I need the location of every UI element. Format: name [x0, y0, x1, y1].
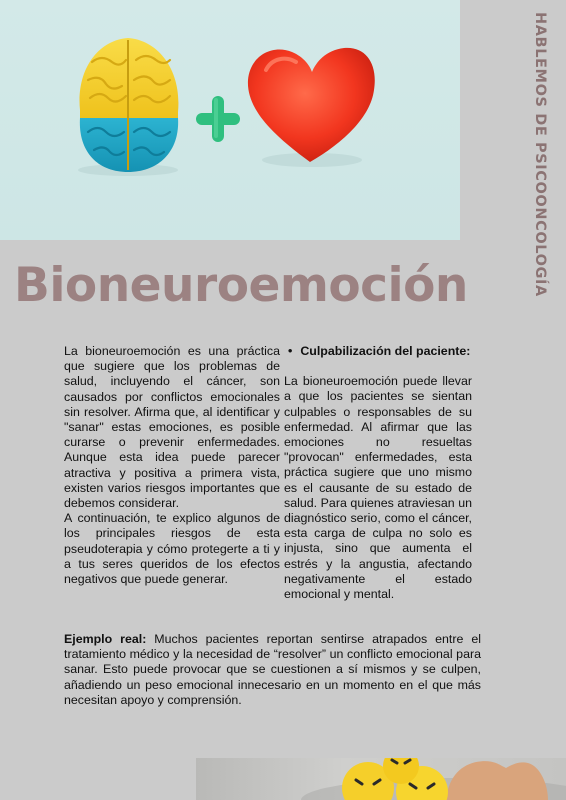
intro-paragraph: La bioneuroemoción es una práctica que sugiere que los problemas de salud, incluyendo el cáncer, son causados por conflictos emocionales sin resolver. Afirma que, al identificar y "sanar" estas emociones, es posible curarse o prevenir enfermedades. Aunque esta idea puede parecer atractiva y positiva a primera vista, existen varios riesgos importantes que debemos considerar. [64, 344, 280, 511]
hero-illustration [0, 0, 460, 240]
bullet-dot-icon: • [288, 344, 293, 358]
sad-face-icon [196, 758, 566, 800]
right-column [284, 344, 472, 602]
bottom-image [196, 758, 566, 800]
left-column [64, 344, 280, 587]
example-text: Muchos pacientes reportan sentirse atrapados entre el tratamiento médico y la necesidad de “resolver” un conflicto emocional para sanar. Esto puede provocar que se cuestionen a sí mismos y se culpen, añadiendo un peso emocional innecesario en un momento en el que más necesitan apoyo y comprensión. [64, 632, 481, 707]
page-title: Bioneuroemoción [14, 258, 468, 313]
bullet-heading [284, 344, 472, 359]
hero-image [0, 0, 460, 240]
plus-icon [196, 96, 240, 142]
heart-icon [248, 48, 375, 167]
brain-icon [78, 38, 178, 176]
continuation-paragraph: A continuación, te explico algunos de los principales riesgos de esta pseudoterapia y cómo protegerte a ti y a tus seres queridos de los efectos negativos que puede generar. [64, 511, 280, 587]
bullet-body: La bioneuroemoción puede llevar a que los pacientes se sientan culpables o responsables de su enfermedad. Al afirmar que las emociones no resueltas "provocan" enfermedades, esta práctica sugiere que uno mismo es el causante de su estado de salud. Para quienes atraviesan un diagnóstico serio, como el cáncer, esta carga de culpa no solo es injusta, sino que aumenta el estrés y la angustia, afectando negativamente el estado emocional y mental. [284, 374, 472, 602]
bullet-heading-text: Culpabilización del paciente: [300, 344, 471, 358]
example-label: Ejemplo real: [64, 632, 147, 646]
side-title: HABLEMOS DE PSICOONCOLOGÍA [532, 12, 548, 297]
example-paragraph [64, 632, 481, 708]
